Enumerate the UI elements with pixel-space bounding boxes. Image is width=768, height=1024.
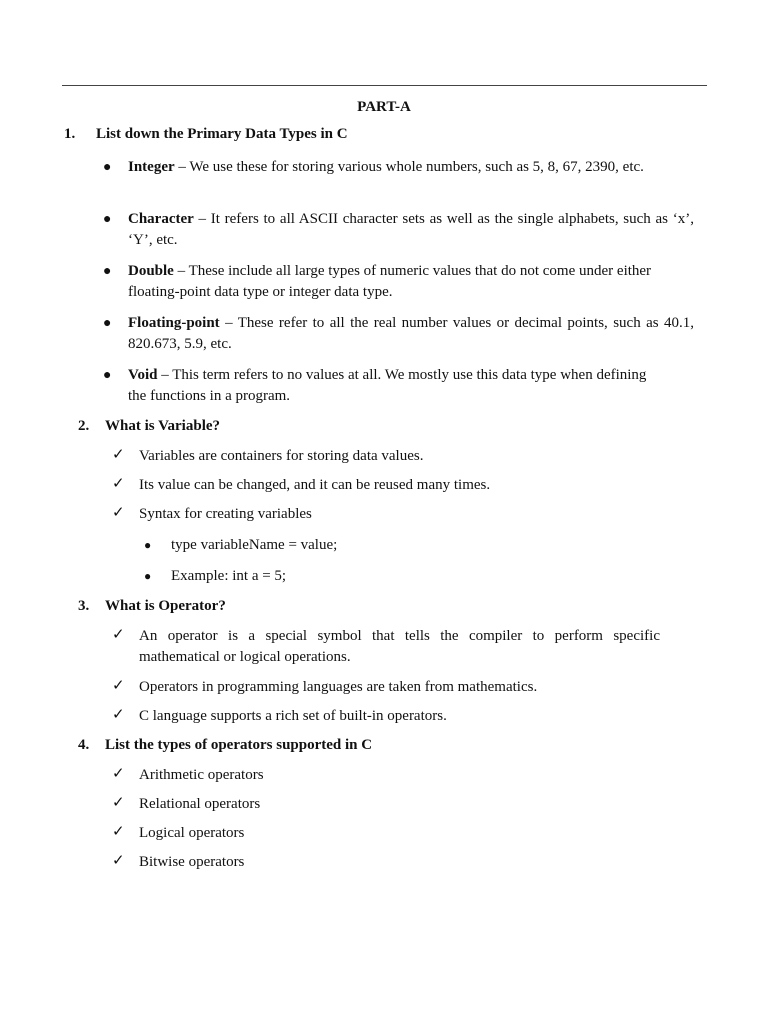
checkmark-icon: ✓ [112, 476, 125, 492]
list-item: Bitwise operators [139, 854, 245, 870]
list-item [128, 157, 700, 178]
term: Character [128, 211, 194, 227]
term: Void [128, 367, 158, 383]
list-item: Relational operators [139, 796, 261, 812]
list-item: Operators in programming languages are taken from mathematics. [139, 679, 538, 695]
bullet-icon: ● [103, 264, 112, 279]
term: Integer [128, 159, 175, 175]
checkmark-icon: ✓ [112, 678, 125, 694]
checkmark-icon: ✓ [112, 627, 125, 643]
syntax-item: Example: int a = 5; [171, 568, 287, 584]
term: Double [128, 263, 174, 279]
list-item [128, 365, 663, 407]
bullet-icon: ● [144, 569, 152, 583]
description: – These refer to all the real number values or decimal points, such as 40.1, 820.673, 5.9, etc. [128, 315, 694, 352]
term: Floating-point [128, 315, 220, 331]
description: – This term refers to no values at all. We mostly use this data type when defining the functions in a program. [128, 367, 647, 404]
checkmark-icon: ✓ [112, 795, 125, 811]
question-title: What is Operator? [105, 598, 226, 614]
question-title: What is Variable? [105, 418, 221, 434]
list-item [128, 209, 694, 251]
syntax-item: type variableName = value; [171, 537, 338, 553]
checkmark-icon: ✓ [112, 824, 125, 840]
list-item: Its value can be changed, and it can be reused many times. [139, 477, 491, 493]
question-title: List the types of operators supported in C [105, 737, 373, 753]
header-rule [62, 85, 707, 86]
list-item: Variables are containers for storing data values. [139, 448, 424, 464]
question-number: 4. [78, 737, 90, 753]
question-title: List down the Primary Data Types in C [96, 126, 348, 142]
bullet-icon: ● [103, 212, 112, 227]
bullet-icon: ● [103, 368, 112, 383]
question-number: 2. [78, 418, 90, 434]
list-item [128, 261, 688, 303]
list-item: Arithmetic operators [139, 767, 264, 783]
bullet-icon: ● [103, 160, 112, 175]
question-2 [78, 418, 220, 435]
question-4 [78, 737, 372, 754]
bullet-icon: ● [103, 316, 112, 331]
checkmark-icon: ✓ [112, 707, 125, 723]
question-1 [64, 126, 348, 143]
description: – It refers to all ASCII character sets as well as the single alphabets, such as ‘x’, ‘Y’, etc. [128, 211, 694, 248]
part-heading: PART-A [357, 99, 411, 115]
checkmark-icon: ✓ [112, 853, 125, 869]
checkmark-icon: ✓ [112, 447, 125, 463]
question-number: 1. [64, 126, 76, 142]
checkmark-icon: ✓ [112, 766, 125, 782]
list-item: C language supports a rich set of built-in operators. [139, 708, 447, 724]
list-item: Logical operators [139, 825, 245, 841]
question-number: 3. [78, 598, 90, 614]
list-item: Syntax for creating variables [139, 506, 312, 522]
bullet-icon: ● [144, 538, 152, 552]
question-3 [78, 598, 226, 615]
checkmark-icon: ✓ [112, 505, 125, 521]
description: – These include all large types of numeric values that do not come under either floating-point data type or integer data type. [128, 263, 652, 300]
list-item [128, 313, 694, 355]
description: – We use these for storing various whole numbers, such as 5, 8, 67, 2390, etc. [174, 159, 644, 175]
list-item: An operator is a special symbol that tells the compiler to perform specific mathematical or logical operations. [139, 628, 660, 665]
